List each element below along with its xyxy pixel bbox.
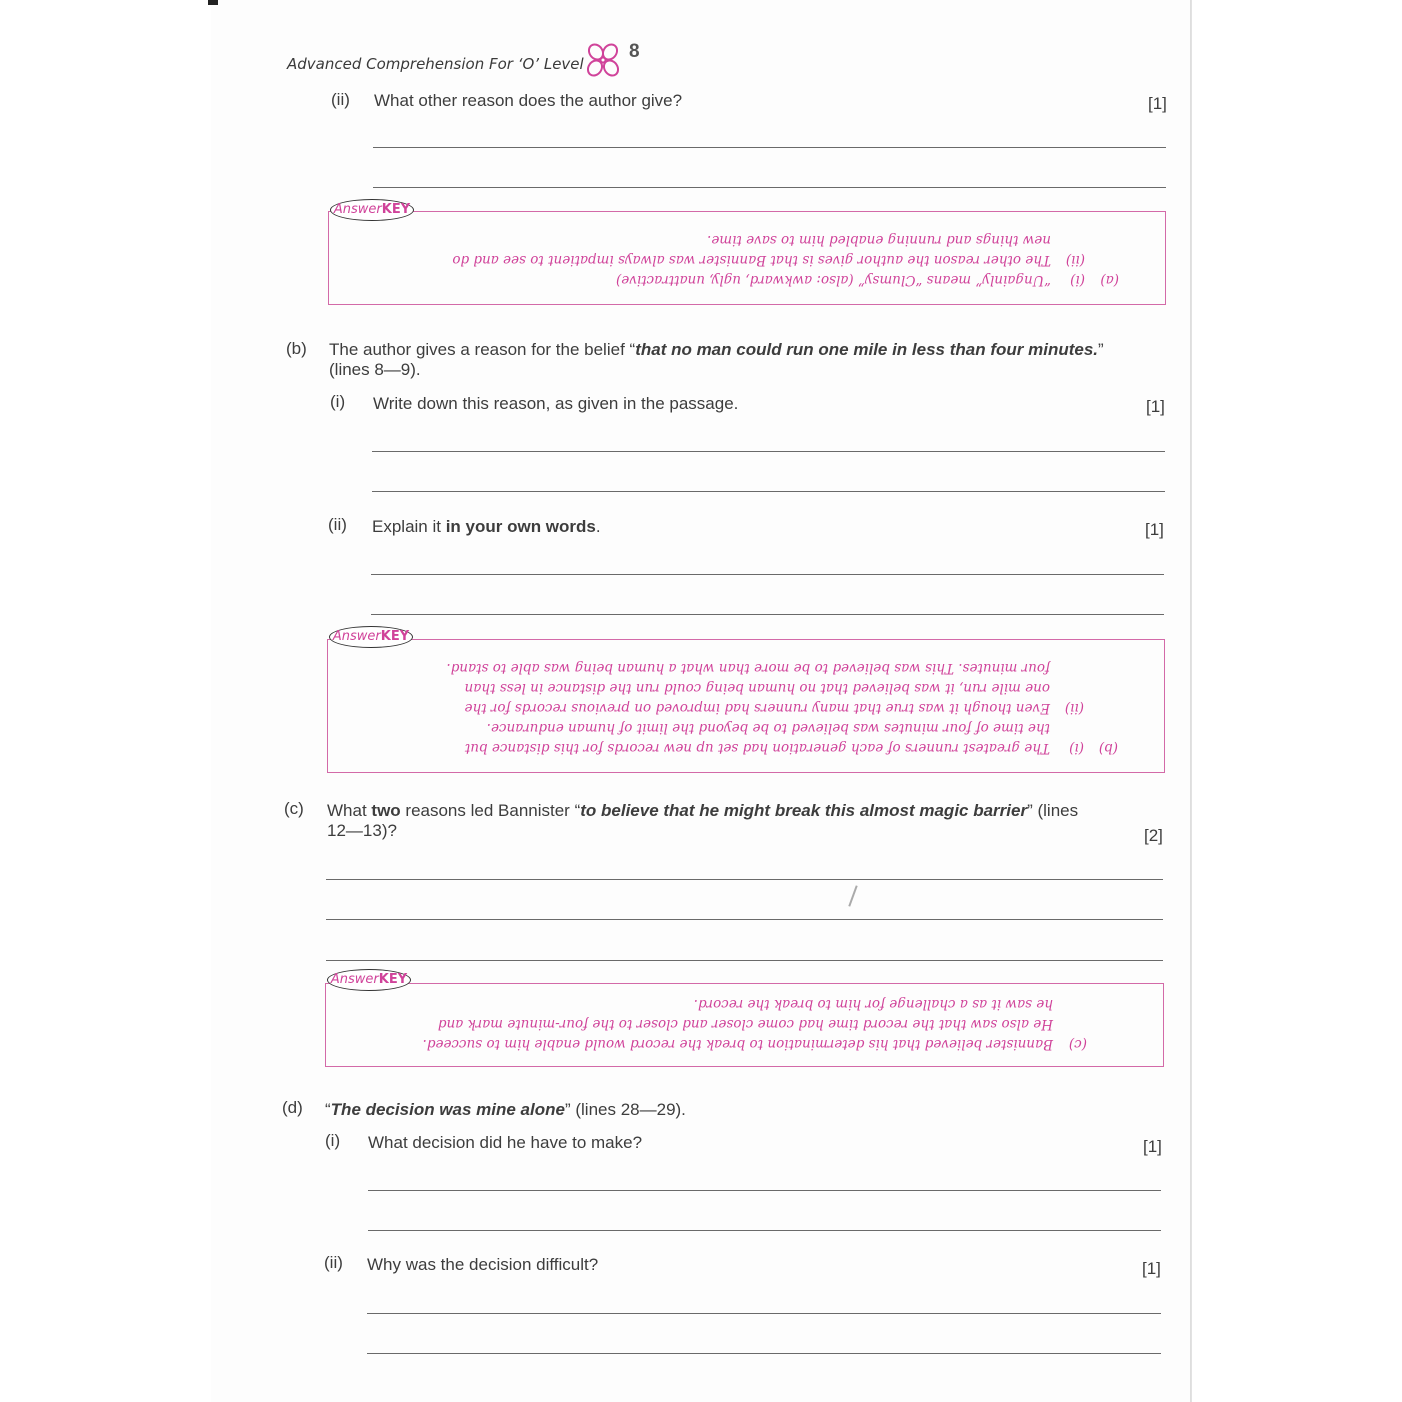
sub-question-number: (ii)	[331, 90, 350, 109]
question-b-text: The author gives a reason for the belief “that no man could run one mile in less than four minutes.”	[329, 340, 1104, 359]
answer-line[interactable]	[373, 147, 1166, 148]
answer-label: (c)	[1068, 1036, 1087, 1052]
flower-logo-icon	[583, 41, 623, 79]
scan-corner-mark	[208, 0, 218, 5]
answer-a-ii-text-1: The other reason the author gives is that Bannister was always impatient to see and do	[452, 252, 1051, 268]
question-d-ii-text: Why was the decision difficult?	[367, 1255, 599, 1274]
marks-d-i: [1]	[1143, 1137, 1162, 1156]
answer-line[interactable]	[367, 1313, 1161, 1314]
question-number-d: (d)	[282, 1098, 303, 1117]
answer-line[interactable]	[326, 879, 1163, 880]
answer-line[interactable]	[326, 919, 1163, 920]
answer-b-i-text-1: The greatest runners of each generation had set up new records for this distance but	[464, 740, 1050, 756]
marks-c: [2]	[1144, 826, 1163, 845]
answer-key-badge: AnswerKEY	[327, 969, 411, 991]
question-a-ii-text: What other reason does the author give?	[374, 91, 683, 110]
answer-key-badge: AnswerKEY	[330, 199, 414, 221]
answer-line[interactable]	[373, 187, 1166, 188]
answer-line[interactable]	[326, 960, 1163, 961]
answer-label: (b)	[1098, 740, 1118, 756]
question-number-c: (c)	[284, 799, 304, 818]
answer-sub-label: (ii)	[1065, 252, 1085, 268]
question-d-text: “The decision was mine alone” (lines 28—29).	[325, 1100, 686, 1119]
answer-a-i-text: “Ungainly” means “Clumsy” (also: awkward, ugly, unattractive)	[616, 272, 1051, 288]
answer-line[interactable]	[372, 491, 1165, 492]
answer-sub-label: (i)	[1070, 272, 1085, 288]
answer-c-text-3: he saw it as a challenge for him to break the record.	[693, 996, 1053, 1012]
question-c-text: What two reasons led Bannister “to believe that he might break this almost magic barrier” (lines	[327, 801, 1079, 820]
marks-b-i: [1]	[1146, 397, 1165, 416]
question-b-i-text: Write down this reason, as given in the passage.	[373, 394, 739, 413]
answer-line[interactable]	[367, 1353, 1161, 1354]
answer-line[interactable]	[371, 614, 1164, 615]
answer-sub-label: (ii)	[1064, 700, 1084, 716]
answer-key-box-c	[325, 983, 1164, 1067]
question-d-i-text: What decision did he have to make?	[368, 1133, 643, 1152]
sub-question-number: (i)	[330, 392, 346, 411]
answer-a-ii-text-2: new things and running enabled him to save time.	[707, 232, 1051, 248]
question-b-lines: (lines 8—9).	[329, 360, 421, 379]
answer-line[interactable]	[368, 1190, 1161, 1191]
answer-line[interactable]	[372, 451, 1165, 452]
answer-key-box-b	[327, 639, 1165, 773]
sub-question-number: (ii)	[324, 1253, 343, 1272]
answer-c-text-2: He also saw that the record time had come closer and closer to the four-minute mark and	[437, 1016, 1053, 1032]
answer-b-ii-text-2: one mile run, it was believed that no human being could run the distance in less than	[464, 680, 1050, 696]
question-number-b: (b)	[286, 339, 307, 358]
answer-sub-label: (i)	[1069, 740, 1084, 756]
answer-key-box-a	[328, 211, 1166, 305]
answer-c-text-1: Bannister believed that his determination to break the record would enable him to succeed.	[422, 1036, 1053, 1052]
marks-d-ii: [1]	[1142, 1259, 1161, 1278]
marks-b-ii: [1]	[1145, 520, 1164, 539]
page-number: 8	[629, 41, 640, 62]
answer-b-ii-text-3: four minutes. This was believed to be more than what a human being was able to stand.	[446, 660, 1050, 676]
answer-label: (a)	[1100, 272, 1119, 288]
answer-line[interactable]	[371, 574, 1164, 575]
answer-b-i-text-2: the time of four minutes was believed to be beyond the limit of human endurance.	[486, 720, 1050, 736]
sub-question-number: (ii)	[328, 515, 347, 534]
sub-question-number: (i)	[325, 1131, 341, 1150]
answer-b-ii-text-1: Even though it was true that many runners had improved on previous records for the	[464, 700, 1050, 716]
question-c-lines: 12—13)?	[327, 821, 397, 840]
answer-line[interactable]	[368, 1230, 1161, 1231]
answer-key-badge: AnswerKEY	[329, 626, 413, 648]
question-b-ii-text: Explain it in your own words.	[372, 517, 601, 536]
book-title: Advanced Comprehension For ‘O’ Level	[287, 55, 584, 73]
marks-a-ii: [1]	[1148, 94, 1167, 113]
